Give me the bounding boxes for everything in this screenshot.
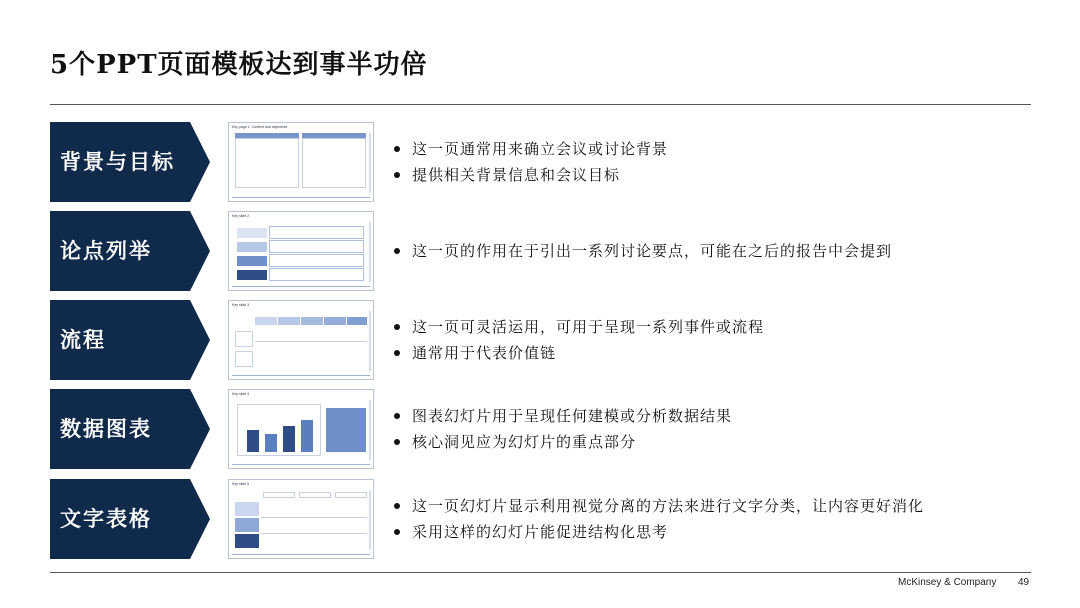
thumb-bar-4	[301, 420, 313, 452]
bullet-item: 这一页幻灯片显示利用视觉分离的方法来进行文字分类，让内容更好消化	[390, 493, 924, 519]
thumb-row-divider-2	[261, 533, 367, 534]
chevron-label: 论点列举	[60, 238, 152, 263]
slide-thumbnail-4[interactable]	[228, 389, 374, 469]
top-divider	[50, 104, 1031, 105]
thumb-bar-3	[283, 426, 295, 452]
thumb-row-header-2	[235, 518, 259, 532]
bullet-item: 核心洞见应为幻灯片的重点部分	[390, 429, 732, 455]
chevron-arguments[interactable]	[50, 211, 210, 291]
thumb-text-box-4	[269, 268, 364, 281]
chevron-background-objectives[interactable]	[50, 122, 210, 202]
thumb-row-header-1	[235, 502, 259, 516]
bullet-icon	[394, 529, 400, 535]
thumb-row-divider-1	[261, 517, 367, 518]
bullet-item: 这一页的作用在于引出一系列讨论要点，可能在之后的报告中会提到	[390, 238, 892, 264]
thumbnail-title: Key page 1: Content and objectives	[232, 125, 288, 129]
thumb-text-box-3	[269, 254, 364, 267]
thumb-footer-line	[232, 554, 370, 555]
thumbnail-title: Key slide 2	[232, 214, 250, 218]
bullet-item: 通常用于代表价值链	[390, 340, 764, 366]
footer-page-number: 49	[1018, 577, 1030, 588]
thumb-box-left	[235, 138, 299, 188]
thumb-step-4	[237, 270, 267, 280]
footer-company: McKinsey & Company	[898, 577, 997, 588]
bullet-icon	[394, 350, 400, 356]
bullet-icon	[394, 248, 400, 254]
thumb-step-2	[237, 242, 267, 252]
bullet-item: 这一页通常用来确立会议或讨论背景	[390, 136, 668, 162]
bullet-icon	[394, 172, 400, 178]
thumb-col-header-2	[299, 492, 331, 498]
bullet-list-2	[390, 238, 892, 264]
thumb-scrollbar	[369, 222, 371, 282]
thumbnail-title: Key slide 5	[232, 482, 250, 486]
slide-thumbnail-1[interactable]	[228, 122, 374, 202]
bullet-list-3	[390, 314, 764, 366]
row-text-table	[50, 479, 1031, 559]
bullet-icon	[394, 324, 400, 330]
bullet-item: 采用这样的幻灯片能促进结构化思考	[390, 519, 924, 545]
thumb-phase-4	[324, 317, 346, 325]
thumb-phase-5	[347, 317, 367, 325]
row-data-charts	[50, 389, 1031, 469]
bullet-icon	[394, 146, 400, 152]
thumb-col-header-3	[335, 492, 367, 498]
thumb-footer-line	[232, 464, 370, 465]
thumb-text-box-1	[269, 226, 364, 239]
slide-thumbnail-5[interactable]	[228, 479, 374, 559]
thumb-scrollbar	[369, 400, 371, 460]
row-process	[50, 300, 1031, 380]
bottom-divider	[50, 572, 1031, 573]
thumb-bar-2	[265, 434, 277, 452]
bullet-icon	[394, 439, 400, 445]
chevron-label: 流程	[60, 327, 106, 352]
bullet-icon	[394, 503, 400, 509]
thumb-row-label-1	[235, 331, 253, 347]
bullet-list-4	[390, 403, 732, 455]
thumb-scrollbar	[369, 133, 371, 193]
bullet-item: 提供相关背景信息和会议目标	[390, 162, 668, 188]
bullet-icon	[394, 413, 400, 419]
thumb-scrollbar	[369, 311, 371, 371]
chevron-label: 背景与目标	[60, 149, 175, 174]
thumb-text-box-2	[269, 240, 364, 253]
bullet-item: 这一页可灵活运用，可用于呈现一系列事件或流程	[390, 314, 764, 340]
bullet-list-5	[390, 493, 924, 545]
thumb-insight-box	[326, 408, 366, 452]
thumb-step-1	[237, 228, 267, 238]
thumbnail-title: Key slide 4	[232, 392, 250, 396]
thumb-col-header-1	[263, 492, 295, 498]
thumb-phase-3	[301, 317, 323, 325]
thumb-row-header-3	[235, 534, 259, 548]
row-background-objectives	[50, 122, 1031, 202]
chevron-label: 文字表格	[60, 506, 152, 531]
slide-thumbnail-3[interactable]	[228, 300, 374, 380]
thumb-phase-1	[255, 317, 277, 325]
chevron-data-charts[interactable]	[50, 389, 210, 469]
thumb-box-right	[302, 138, 366, 188]
bullet-list-1	[390, 136, 668, 188]
slide-thumbnail-2[interactable]	[228, 211, 374, 291]
chevron-process[interactable]	[50, 300, 210, 380]
row-arguments	[50, 211, 1031, 291]
thumb-footer-line	[232, 375, 370, 376]
thumb-footer-line	[232, 197, 370, 198]
page-title: 5个PPT页面模板达到事半功倍	[50, 50, 428, 80]
thumb-row-divider	[255, 341, 367, 342]
thumb-row-label-2	[235, 351, 253, 367]
thumb-scrollbar	[369, 490, 371, 550]
chevron-text-table[interactable]	[50, 479, 210, 559]
thumb-bar-1	[247, 430, 259, 452]
chevron-label: 数据图表	[60, 416, 152, 441]
thumbnail-title: Key slide 3	[232, 303, 250, 307]
bullet-item: 图表幻灯片用于呈现任何建模或分析数据结果	[390, 403, 732, 429]
thumb-footer-line	[232, 286, 370, 287]
thumb-step-3	[237, 256, 267, 266]
thumb-phase-2	[278, 317, 300, 325]
